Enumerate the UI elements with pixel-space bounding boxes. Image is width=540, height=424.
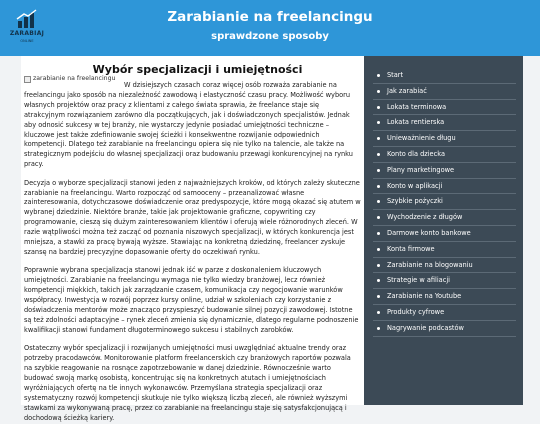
sidebar-menu — [373, 56, 516, 337]
article-content — [21, 56, 364, 422]
site-title[interactable]: Zarabianie na freelancingu — [167, 9, 373, 25]
sidebar-item-strategie-w-afiliacji[interactable]: Strategie w afiliacji — [373, 273, 516, 289]
logo-name: ZARABIAJ — [9, 30, 45, 37]
article-paragraph: Poprawnie wybrana specjalizacja stanowi jednak iść w parze z doskonaleniem kluczowych umiejętności. Zarabianie na freelancingu wymaga nie tylko wiedzy branżowej, lecz również kompetencji miękkich, takich jak zarządzanie czasem, komunikacja czy negocjowanie warunków współpracy. Inwestycja w rozwój poprzez kursy online, udział w szkoleniach czy korzystanie z doświadczenia mentorów może znacząco przyspieszyć budowanie silnej pozycji zawodowej. Istotne są też zdolności adaptacyjne – rynek zleceń zmienia się dynamicznie, dlatego regularne podnoszenie kwalifikacji stanowi fundament długoterminowego sukcesu i stabilnych zarobków. — [24, 266, 359, 334]
sidebar-item-nagrywanie-podcastow[interactable]: Nagrywanie podcastów — [373, 321, 516, 337]
site-header — [0, 0, 540, 56]
sidebar-item-konto-w-aplikacji[interactable]: Konto w aplikacji — [373, 179, 516, 195]
sidebar-item-wychodzenie-z-dlugow[interactable]: Wychodzenie z długów — [373, 210, 516, 226]
sidebar-item-uniewaznienie-dlugu[interactable]: Unieważnienie długu — [373, 131, 516, 147]
sidebar-item-darmowe-konto-bankowe[interactable]: Darmowe konto bankowe — [373, 226, 516, 242]
sidebar-item-lokata-rentierska[interactable]: Lokata rentierska — [373, 115, 516, 131]
sidebar-item-start[interactable]: Start — [373, 68, 516, 84]
broken-image-icon — [24, 76, 31, 83]
article-paragraph: Ostateczny wybór specjalizacji i rozwijanych umiejętności musi uwzględniać aktualne trendy oraz potrzeby pracodawców. Monitorowanie platform freelancerskich czy branżowych raportów pozwala na szybkie reagowanie na rosnące zapotrzebowanie w danej dziedzinie. Równocześnie warto budować swoją markę osobistą, koncentrując się na konkretnych atutach i umiejętnościach wyróżniających ofertę na tle innych wykonawców. Przemyślana strategia specjalizacji oraz systematyczny rozwój kompetencji skutkuje nie tylko większą liczbą zleceń, ale również wyższymi stawkami za wykonywaną pracę, przez co zarabianie na freelancingu staje się satysfakcjonującą i dochodową ścieżką kariery. — [24, 344, 351, 422]
sidebar-nav — [364, 56, 523, 405]
article-paragraph: W dzisiejszych czasach coraz więcej osób rozważa zarabianie na freelancingu jako sposób na niezależność zawodową i elastyczność czasu pracy. Możliwość wyboru własnych projektów oraz pracy z klientami z całego świata sprawia, że freelance staje się atrakcyjnym rozwiązaniem zarówno dla początkujących, jak i doświadczonych specjalistów. Jednak aby odnosić sukcesy w tej branży, nie wystarczy jedynie posiadać umiejętności techniczne – kluczowe jest także zdefiniowanie swojej ścieżki i konsekwentne rozwijanie odpowiednich kompetencji. Dlatego też zarabianie na freelancingu opiera się nie tylko na talencie, ale także na strategicznym podejściu do własnej specjalizacji oraz budowaniu przewagi konkurencyjnej na rynku pracy. — [24, 81, 353, 169]
sidebar-item-szybkie-pozyczki[interactable]: Szybkie pożyczki — [373, 194, 516, 210]
article-title: Wybór specjalizacji i umiejętności — [92, 63, 303, 76]
article-paragraph: Decyzja o wyborze specjalizacji stanowi jeden z najważniejszych kroków, od których zależy skuteczne zarabianie na freelancingu. Warto rozpocząć od samooceny – przeanalizować własne zainteresowania, dotychczasowe doświadczenie oraz predyspozycje, które mogą okazać się atutem w wybranej dziedzinie. Niektóre branże, takie jak projektowanie graficzne, copywriting czy programowanie, cieszą się dużym zainteresowaniem klientów i oferują wiele różnorodnych zleceń. W razie wątpliwości można też zacząć od poznania niszowych specjalizacji, w których konkurencja jest mniejsza, a stawki za pracę bywają wyższe. Stawiając na konkretną dziedzinę, freelancer zyskuje szansę na bardziej precyzyjne dopasowanie oferty do oczekiwań rynku. — [24, 178, 361, 256]
sidebar-item-zarabianie-na-youtube[interactable]: Zarabianie na Youtube — [373, 289, 516, 305]
site-subtitle: sprawdzone sposoby — [211, 31, 329, 42]
logo-tagline: ONLINE — [20, 39, 34, 43]
sidebar-item-zarabianie-na-blogowaniu[interactable]: Zarabianie na blogowaniu — [373, 258, 516, 274]
sidebar-item-plany-marketingowe[interactable]: Plany marketingowe — [373, 163, 516, 179]
article-image-alt: zarabianie na freelancingu — [33, 75, 116, 82]
sidebar-item-produkty-cyfrowe[interactable]: Produkty cyfrowe — [373, 305, 516, 321]
sidebar-item-lokata-terminowa[interactable]: Lokata terminowa — [373, 100, 516, 116]
sidebar-item-konto-dla-dziecka[interactable]: Konto dla dziecka — [373, 147, 516, 163]
sidebar-item-jak-zarabiac[interactable]: Jak zarabiać — [373, 84, 516, 100]
sidebar-item-konta-firmowe[interactable]: Konta firmowe — [373, 242, 516, 258]
